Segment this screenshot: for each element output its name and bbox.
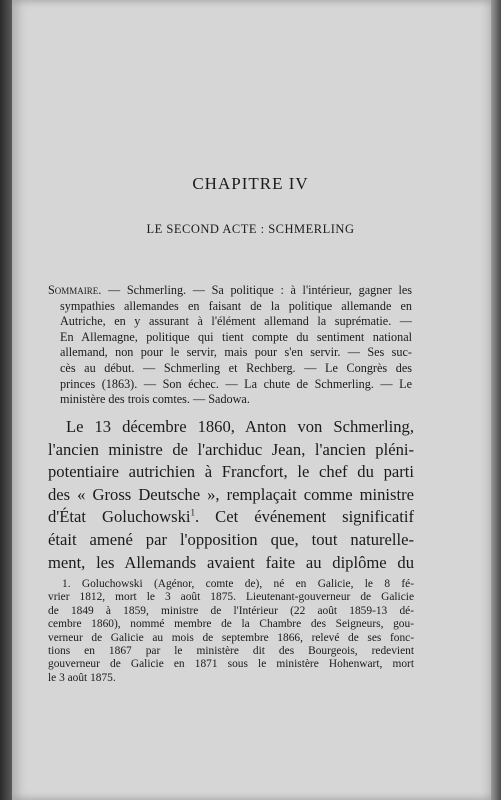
footnote-line: 1. Goluchowski (Agénor, comte de), né en Galicie, le 8 fé- — [62, 578, 414, 590]
footnote-line: gouverneur de Galicie en 1871 sous le ministère Hohenwart, mort — [48, 658, 414, 671]
summary-line: Autriche, en y assurant à l'élément allemand la suprématie. — — [60, 314, 412, 329]
footnote-line: vrier 1812, mort le 3 août 1875. Lieutenant-gouverneur de Galicie — [48, 591, 414, 604]
footnote-line: verneur de Galicie au mois de septembre 1866, relevé de ses fonc- — [48, 631, 414, 644]
summary-line: cès au début. — Schmerling et Rechberg. — Le Congrès des — [60, 360, 412, 375]
chapter-summary — [48, 283, 412, 408]
footnote-line: de 1849 à 1859, ministre de l'Intérieur (22 août 1859-13 dé- — [48, 604, 414, 617]
chapter-title: CHAPITRE IV — [192, 174, 309, 193]
summary-label: Sommaire. — [48, 283, 102, 297]
summary-line: Sommaire. — Schmerling. — Sa politique : à l'intérieur, gagner les — [48, 283, 413, 297]
summary-line: allemand, non pour le servir, mais pour s'en servir. — Ses suc- — [60, 345, 412, 360]
body-paragraph — [48, 416, 414, 574]
body-line: potentiaire autrichien à Francfort, le chef du parti — [48, 462, 414, 482]
body-line: Le 13 décembre 1860, Anton von Schmerling, — [66, 417, 414, 436]
page-right-edge — [491, 0, 501, 800]
footnote-line: tions en 1867 par le ministère dit des Bourgeois, redevient — [48, 645, 414, 658]
summary-line: ministère des trois comtes. — Sadowa. — [60, 392, 250, 407]
footnote-reference[interactable]: 1 — [190, 507, 196, 518]
summary-line: princes (1863). — Son échec. — La chute de Schmerling. — Le — [60, 376, 412, 391]
body-line: était amené par l'opposition que, tout naturelle- — [48, 529, 414, 549]
summary-line: sympathies allemandes en faisant de la politique allemande en — [60, 298, 412, 313]
footnote-line: le 3 août 1875. — [48, 671, 116, 684]
footnote — [48, 578, 414, 685]
body-line: des « Gross Deutsche », remplaçait comme ministre — [48, 484, 414, 504]
chapter-subtitle: LE SECOND ACTE : SCHMERLING — [146, 222, 355, 236]
body-line: ment, les Allemands avaient faite au diplôme du — [48, 552, 414, 572]
body-line: d'État Goluchowski$^1$. Cet événement significatif — [48, 507, 414, 527]
footnote-line: cembre 1860), nommé membre de la Chambre des Seigneurs, gou- — [48, 618, 414, 631]
book-spine-shadow — [0, 0, 12, 800]
body-line: l'ancien ministre de l'archiduc Jean, l'ancien pléni- — [48, 439, 414, 459]
summary-line: En Allemagne, politique qui tient compte du sentiment national — [60, 329, 412, 344]
